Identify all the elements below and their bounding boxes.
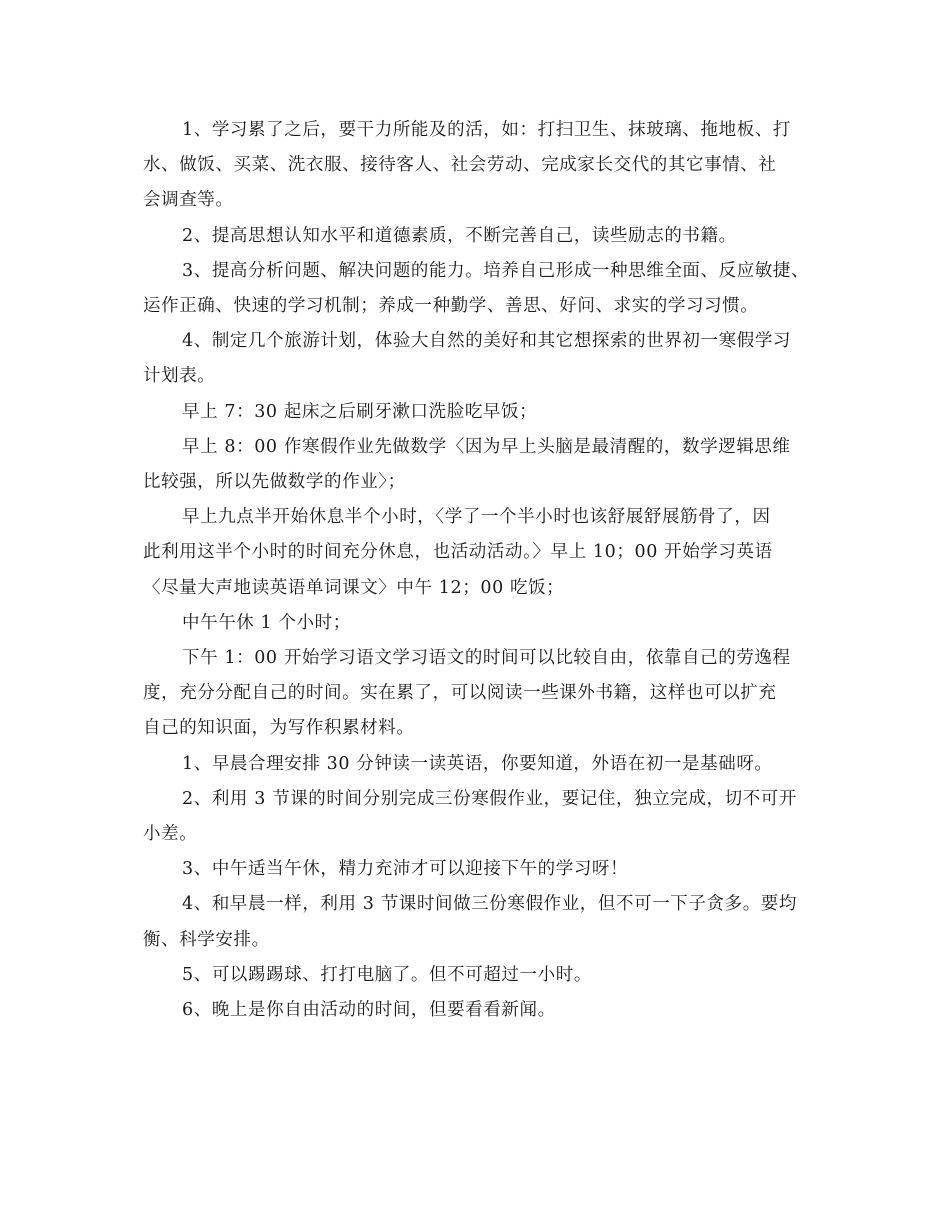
- text-line: 2、提高思想认知水平和道德素质，不断完善自己，读些励志的书籍。: [182, 225, 737, 246]
- text-line: 4、和早晨一样，利用 3 节课时间做三份寒假作业，但不可一下子贪多。要均: [182, 894, 797, 915]
- text-line: 早上九点半开始休息半个小时，〈学了一个半小时也该舒展舒展筋骨了，因: [182, 507, 771, 528]
- text-line: 下午 1：00 开始学习语文学习语文的时间可以比较自由，依靠自己的劳逸程: [182, 648, 791, 669]
- text-line: 早上 7：30 起床之后刷牙漱口洗脸吃早饭；: [182, 401, 538, 422]
- text-line: 1、学习累了之后，要干力所能及的活，如：打扫卫生、抹玻璃、拖地板、打: [182, 120, 792, 140]
- text-line: 度，充分分配自己的时间。实在累了，可以阅读一些课外书籍，这样也可以扩充: [143, 683, 777, 704]
- text-line: 早上 8：00 作寒假作业先做数学〈因为早上头脑是最清醒的，数学逻辑思维: [182, 436, 791, 457]
- text-line: 4、制定几个旅游计划，体验大自然的美好和其它想探索的世界初一寒假学习: [182, 331, 792, 352]
- text-line: 5、可以踢踢球、打打电脑了。但不可超过一小时。: [182, 964, 592, 985]
- text-line: 3、提高分析问题、解决问题的能力。培养自己形成一种思维全面、反应敏捷、: [182, 260, 810, 281]
- text-line: 会调查等。: [143, 190, 234, 211]
- text-line: 比较强，所以先做数学的作业〉；: [143, 472, 406, 493]
- document-body: [143, 113, 815, 1028]
- text-line: 〈尽量大声地读英语单词课文〉中午 12；00 吃饭；: [143, 577, 565, 598]
- text-line: 1、早晨合理安排 30 分钟读一读英语，你要知道，外语在初一是基础呀。: [182, 753, 773, 774]
- text-line: 3、中午适当午休，精力充沛才可以迎接下午的学习呀！: [182, 859, 629, 880]
- text-line: 2、利用 3 节课的时间分别完成三份寒假作业，要记住，独立完成，切不可开: [182, 788, 797, 809]
- text-line: 中午午休 1 个小时；: [182, 612, 351, 633]
- text-line: 6、晚上是你自由活动的时间，但要看看新闻。: [182, 1000, 556, 1021]
- text-line: 计划表。: [143, 366, 216, 387]
- text-line: 小差。: [143, 824, 198, 845]
- text-line: 运作正确、快速的学习机制；养成一种勤学、善思、好问、求实的学习习惯。: [143, 296, 759, 317]
- text-line: 水、做饭、买菜、洗衣服、接待客人、社会劳动、完成家长交代的其它事情、社: [143, 155, 777, 176]
- text-line: 衡、科学安排。: [143, 929, 270, 950]
- text-line: 此利用这半个小时的时间充分休息，也活动活动。〉早上 10；00 开始学习英语: [143, 542, 773, 563]
- text-line: 自己的知识面，为写作积累材料。: [143, 718, 415, 739]
